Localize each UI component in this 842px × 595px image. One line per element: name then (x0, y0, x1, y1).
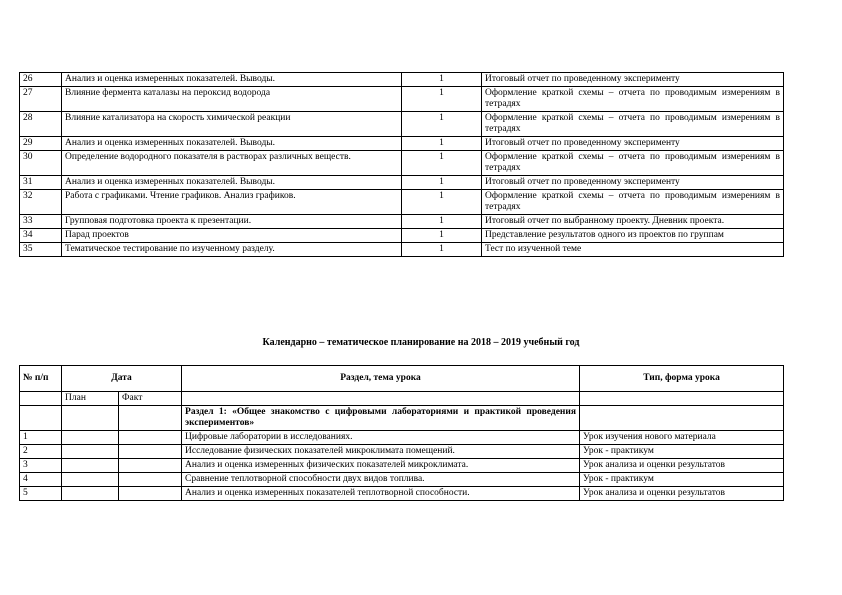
lesson-topic: Групповая подготовка проекта к презентации. (62, 215, 402, 229)
header-date: Дата (62, 366, 182, 392)
lesson-hours: 1 (402, 73, 482, 87)
table-row (20, 151, 784, 176)
fact-date-cell (119, 487, 182, 501)
table-row (20, 73, 784, 87)
row-number: 30 (20, 151, 62, 176)
row-number: 28 (20, 112, 62, 137)
lesson-plan-table (19, 72, 784, 257)
table-row (20, 431, 784, 445)
lesson-hours: 1 (402, 243, 482, 257)
empty-cell (580, 392, 784, 406)
lesson-type: Урок изучения нового материала (580, 431, 784, 445)
fact-date-cell (119, 445, 182, 459)
header-type: Тип, форма урока (580, 366, 784, 392)
row-number: 33 (20, 215, 62, 229)
section-title: Раздел 1: «Общее знакомство с цифровыми лабораториями и практикой проведения экспериментов» (182, 406, 580, 431)
table-row (20, 176, 784, 190)
lesson-topic: Анализ и оценка измеренных физических показателей микроклимата. (182, 459, 580, 473)
fact-date-cell (119, 459, 182, 473)
row-number: 29 (20, 137, 62, 151)
table-row (20, 87, 784, 112)
lesson-topic: Анализ и оценка измеренных показателей. Выводы. (62, 73, 402, 87)
lesson-topic: Влияние катализатора на скорость химической реакции (62, 112, 402, 137)
row-number: 2 (20, 445, 62, 459)
empty-cell (20, 392, 62, 406)
lesson-type: Урок - практикум (580, 473, 784, 487)
header-fact: Факт (119, 392, 182, 406)
report-form: Оформление краткой схемы – отчета по проводимым измерениям в тетрадях (482, 87, 784, 112)
lesson-topic: Тематическое тестирование по изученному разделу. (62, 243, 402, 257)
lesson-topic: Влияние фермента каталазы на пероксид водорода (62, 87, 402, 112)
calendar-plan-table-body (20, 366, 784, 501)
table-row (20, 445, 784, 459)
lesson-topic: Сравнение теплотворной способности двух видов топлива. (182, 473, 580, 487)
row-number: 31 (20, 176, 62, 190)
lesson-topic: Анализ и оценка измеренных показателей. Выводы. (62, 176, 402, 190)
table-row (20, 229, 784, 243)
row-number: 32 (20, 190, 62, 215)
plan-date-cell (62, 445, 119, 459)
plan-date-cell (62, 487, 119, 501)
report-form: Оформление краткой схемы – отчета по проводимым измерениям в тетрадях (482, 190, 784, 215)
lesson-type: Урок - практикум (580, 445, 784, 459)
table-row (20, 243, 784, 257)
row-number: 35 (20, 243, 62, 257)
lesson-hours: 1 (402, 176, 482, 190)
lesson-hours: 1 (402, 87, 482, 112)
fact-date-cell (119, 473, 182, 487)
row-number: 4 (20, 473, 62, 487)
report-form: Представление результатов одного из проектов по группам (482, 229, 784, 243)
table-row (20, 473, 784, 487)
row-number: 5 (20, 487, 62, 501)
calendar-title: Календарно – тематическое планирование на 2018 – 2019 учебный год (262, 337, 580, 348)
lesson-plan-table-body (20, 73, 784, 257)
lesson-type: Урок анализа и оценки результатов (580, 459, 784, 473)
report-form: Оформление краткой схемы – отчета по проводимым измерениям в тетрадях (482, 112, 784, 137)
lesson-hours: 1 (402, 190, 482, 215)
header-row (20, 366, 784, 392)
lesson-type: Урок анализа и оценки результатов (580, 487, 784, 501)
report-form: Оформление краткой схемы – отчета по проводимым измерениям в тетрадях (482, 151, 784, 176)
lesson-hours: 1 (402, 137, 482, 151)
table-row (20, 112, 784, 137)
empty-cell (62, 406, 119, 431)
report-form: Тест по изученной теме (482, 243, 784, 257)
lesson-topic: Определение водородного показателя в растворах различных веществ. (62, 151, 402, 176)
calendar-plan-table (19, 365, 784, 501)
empty-cell (20, 406, 62, 431)
row-number: 3 (20, 459, 62, 473)
lesson-hours: 1 (402, 112, 482, 137)
empty-cell (580, 406, 784, 431)
report-form: Итоговый отчет по выбранному проекту. Дневник проекта. (482, 215, 784, 229)
report-form: Итоговый отчет по проведенному эксперименту (482, 137, 784, 151)
lesson-topic: Анализ и оценка измеренных показателей теплотворной способности. (182, 487, 580, 501)
table-row (20, 215, 784, 229)
table-row (20, 137, 784, 151)
subheader-row (20, 392, 784, 406)
plan-date-cell (62, 431, 119, 445)
header-number: № п/п (20, 366, 62, 392)
lesson-topic: Работа с графиками. Чтение графиков. Анализ графиков. (62, 190, 402, 215)
lesson-topic: Цифровые лаборатории в исследованиях. (182, 431, 580, 445)
table-row (20, 487, 784, 501)
row-number: 26 (20, 73, 62, 87)
header-topic: Раздел, тема урока (182, 366, 580, 392)
table-row (20, 190, 784, 215)
table-row (20, 459, 784, 473)
empty-cell (119, 406, 182, 431)
lesson-hours: 1 (402, 215, 482, 229)
plan-date-cell (62, 473, 119, 487)
lesson-hours: 1 (402, 229, 482, 243)
lesson-topic: Анализ и оценка измеренных показателей. Выводы. (62, 137, 402, 151)
lesson-hours: 1 (402, 151, 482, 176)
empty-cell (182, 392, 580, 406)
lesson-topic: Парад проектов (62, 229, 402, 243)
report-form: Итоговый отчет по проведенному эксперименту (482, 176, 784, 190)
lesson-topic: Исследование физических показателей микроклимата помещений. (182, 445, 580, 459)
report-form: Итоговый отчет по проведенному эксперименту (482, 73, 784, 87)
header-plan: План (62, 392, 119, 406)
plan-date-cell (62, 459, 119, 473)
row-number: 34 (20, 229, 62, 243)
row-number: 1 (20, 431, 62, 445)
row-number: 27 (20, 87, 62, 112)
section-row (20, 406, 784, 431)
fact-date-cell (119, 431, 182, 445)
